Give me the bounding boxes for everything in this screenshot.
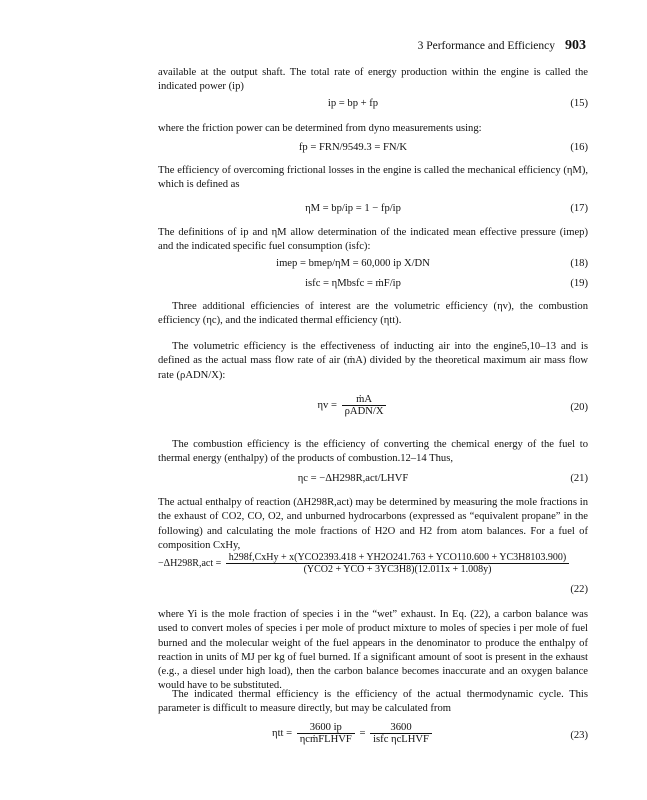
equation-19-number: (19) [570,278,588,289]
paragraph-2: where the friction power can be determined from dyno measurements using: [158,123,482,134]
equation-23-number: (23) [570,730,588,741]
equation-22-number-row [158,584,588,600]
equation-15 [158,98,588,114]
equation-23-lhs: ηtt = [272,728,293,739]
equation-17-number: (17) [570,203,588,214]
paragraph-3: The efficiency of overcoming frictional losses in the engine is called the mechanical efficiency (ηM), which is defined as [158,165,588,191]
equation-15-body: ip = bp + fp [327,98,379,109]
equation-23-fraction-2 [370,722,432,745]
section-title: 3 Performance and Efficiency [417,40,555,52]
equation-15-number: (15) [570,98,588,109]
equation-21 [158,473,588,489]
equation-22-numerator: h298f,CxHy + x(YCO2393.418 + YH2O241.763 + YCO110.600 + YC3H8103.900) [226,552,569,564]
equation-23-equals: = [359,728,366,739]
page-number: 903 [565,38,586,53]
equation-22-lhs: −ΔH298R,act = [158,558,222,569]
running-header [418,38,586,54]
equation-23-denominator-1: ηcṁFLHVF [299,734,352,745]
equation-20-number: (20) [570,402,588,413]
paragraph-10: The indicated thermal efficiency is the efficiency of the actual thermodynamic cycle. This parameter is difficult to measure directly, but may be calculated from [158,689,588,715]
equation-23 [158,722,588,758]
paragraph-6: The volumetric efficiency is the effectiveness of inducting air into the engine5,10–13 and is defined as the actual mass flow rate of air (ṁA) divided by the theoretical maximum air mass flow rate (ρADN/X): [158,341,588,381]
paragraph-8: The actual enthalpy of reaction (ΔH298R,act) may be determined by measuring the mole fractions in the exhaust of CO2, CO, O2, and unburned hydrocarbons (expressed as “equivalent propane” in the following) and calculating the mole fractions of H2O and H2 from atom balances. For a fuel of composition CxHy, [158,497,588,551]
equation-20-denominator: ρADN/X [344,406,384,417]
equation-23-denominator-2: isfc ηcLHVF [373,734,429,745]
equation-17-body: ηM = bp/ip = 1 − fp/ip [305,203,401,214]
equation-18 [158,258,588,274]
equation-21-body: ηc = −ΔH298R,act/LHVF [297,473,409,484]
equation-18-number: (18) [570,258,588,269]
paragraph-5: Three additional efficiencies of interest are the volumetric efficiency (ηv), the combustion efficiency (ηc), and the indicated thermal efficiency (ηtt). [158,301,588,327]
paragraph-1: available at the output shaft. The total rate of energy production within the engine is called the indicated power (ip) [158,67,588,93]
equation-22-fraction [226,552,569,575]
paragraph-9: where Yi is the mole fraction of species i in the “wet” exhaust. In Eq. (22), a carbon balance was used to convert moles of species i per mole of product mixture to moles of species i per mole of fuel burned and the molecular weight of the fuel appears in the denominator to produce the enthalpy of reaction in units of MJ per kg of fuel burned. If a significant amount of soot is present in the exhaust (e.g., a diesel under high load), then the carbon balance becomes inaccurate and an oxygen balance would have to be substituted. [158,609,588,692]
equation-23-numerator-2: 3600 [370,722,432,734]
equation-20-body [158,394,548,417]
equation-23-fraction-1 [297,722,355,745]
equation-19-body: isfc = ηMbsfc = ṁF/ip [305,278,401,289]
paragraph-7: The combustion efficiency is the efficiency of converting the chemical energy of the fuel to thermal energy (enthalpy) of the products of combustion.12–14 Thus, [158,439,588,465]
equation-16-number: (16) [570,142,588,153]
equation-20-lhs: ηv = [317,400,337,411]
equation-23-numerator-1: 3600 ip [297,722,355,734]
equation-20-numerator: ṁA [342,394,387,406]
equation-16 [158,142,588,158]
paragraph-4: The definitions of ip and ηM allow determination of the indicated mean effective pressure (imep) and the indicated specific fuel consumption (isfc): [158,227,588,253]
equation-22-body [158,552,588,575]
equation-18-body: imep = bmep/ηM = 60,000 ip X/DN [276,258,430,269]
equation-20-fraction [342,394,387,417]
equation-22-number: (22) [570,584,588,595]
equation-20 [158,394,588,426]
equation-17 [158,203,588,219]
equation-22-denominator: (YCO2 + YCO + 3YC3H8)(12.011x + 1.008y) [303,564,492,575]
equation-19 [158,278,588,294]
equation-23-body [158,722,548,745]
equation-16-body: fp = FRN/9549.3 = FN/K [298,142,408,153]
equation-21-number: (21) [570,473,588,484]
